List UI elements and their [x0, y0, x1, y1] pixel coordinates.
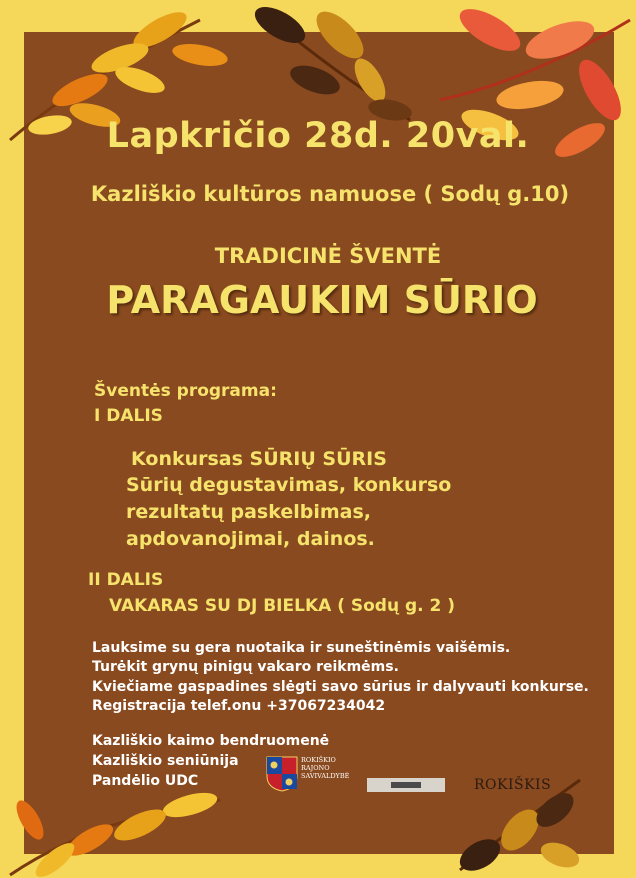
municipality-logo-text: ROKIŠKIO RAJONO SAVIVALDYBĖ	[301, 756, 350, 780]
program-part1-line: apdovanojimai, dainos.	[126, 528, 375, 550]
program-part1-line: Sūrių degustavimas, konkurso	[126, 474, 452, 496]
sponsor-logo-mark	[391, 782, 421, 788]
event-subtitle: TRADICINĖ ŠVENTĖ	[214, 244, 442, 268]
program-part2-line: VAKARAS SU DJ BIELKA ( Sodų g. 2 )	[109, 596, 456, 616]
sponsor-logo	[367, 778, 445, 792]
note-line: Turėkit grynų pinigų vakaro reikmėms.	[92, 659, 399, 675]
organizer-line: Kazliškio seniūnija	[92, 753, 239, 769]
autumn-leaves-top-center	[240, 0, 420, 130]
event-date-time: Lapkričio 28d. 20val.	[106, 116, 530, 156]
autumn-leaves-bottom-left	[0, 780, 230, 878]
rokiskis-logo: ROKIŠKIS	[474, 777, 552, 793]
note-line: Kviečiame gaspadines slėgti savo sūrius ir dalyvauti konkurse.	[92, 679, 589, 695]
registration-phone: Registracija telef.onu +37067234042	[92, 698, 386, 714]
event-headline: PARAGAUKIM SŪRIO	[106, 278, 538, 322]
organizer-line: Kazliškio kaimo bendruomenė	[92, 733, 330, 749]
note-line: Lauksime su gera nuotaika ir suneštinėmis vaišėmis.	[92, 640, 511, 656]
program-part1-line: rezultatų paskelbimas,	[126, 501, 371, 523]
program-part1-line: Konkursas SŪRIŲ SŪRIS	[131, 448, 387, 470]
program-part2-label: II DALIS	[88, 570, 164, 590]
organizer-line: Pandėlio UDC	[92, 773, 199, 789]
program-part1-label: I DALIS	[94, 406, 163, 426]
program-heading: Šventės programa:	[94, 381, 277, 401]
municipality-coat-of-arms-icon	[266, 756, 298, 792]
event-venue: Kazliškio kultūros namuose ( Sodų g.10)	[90, 182, 570, 206]
